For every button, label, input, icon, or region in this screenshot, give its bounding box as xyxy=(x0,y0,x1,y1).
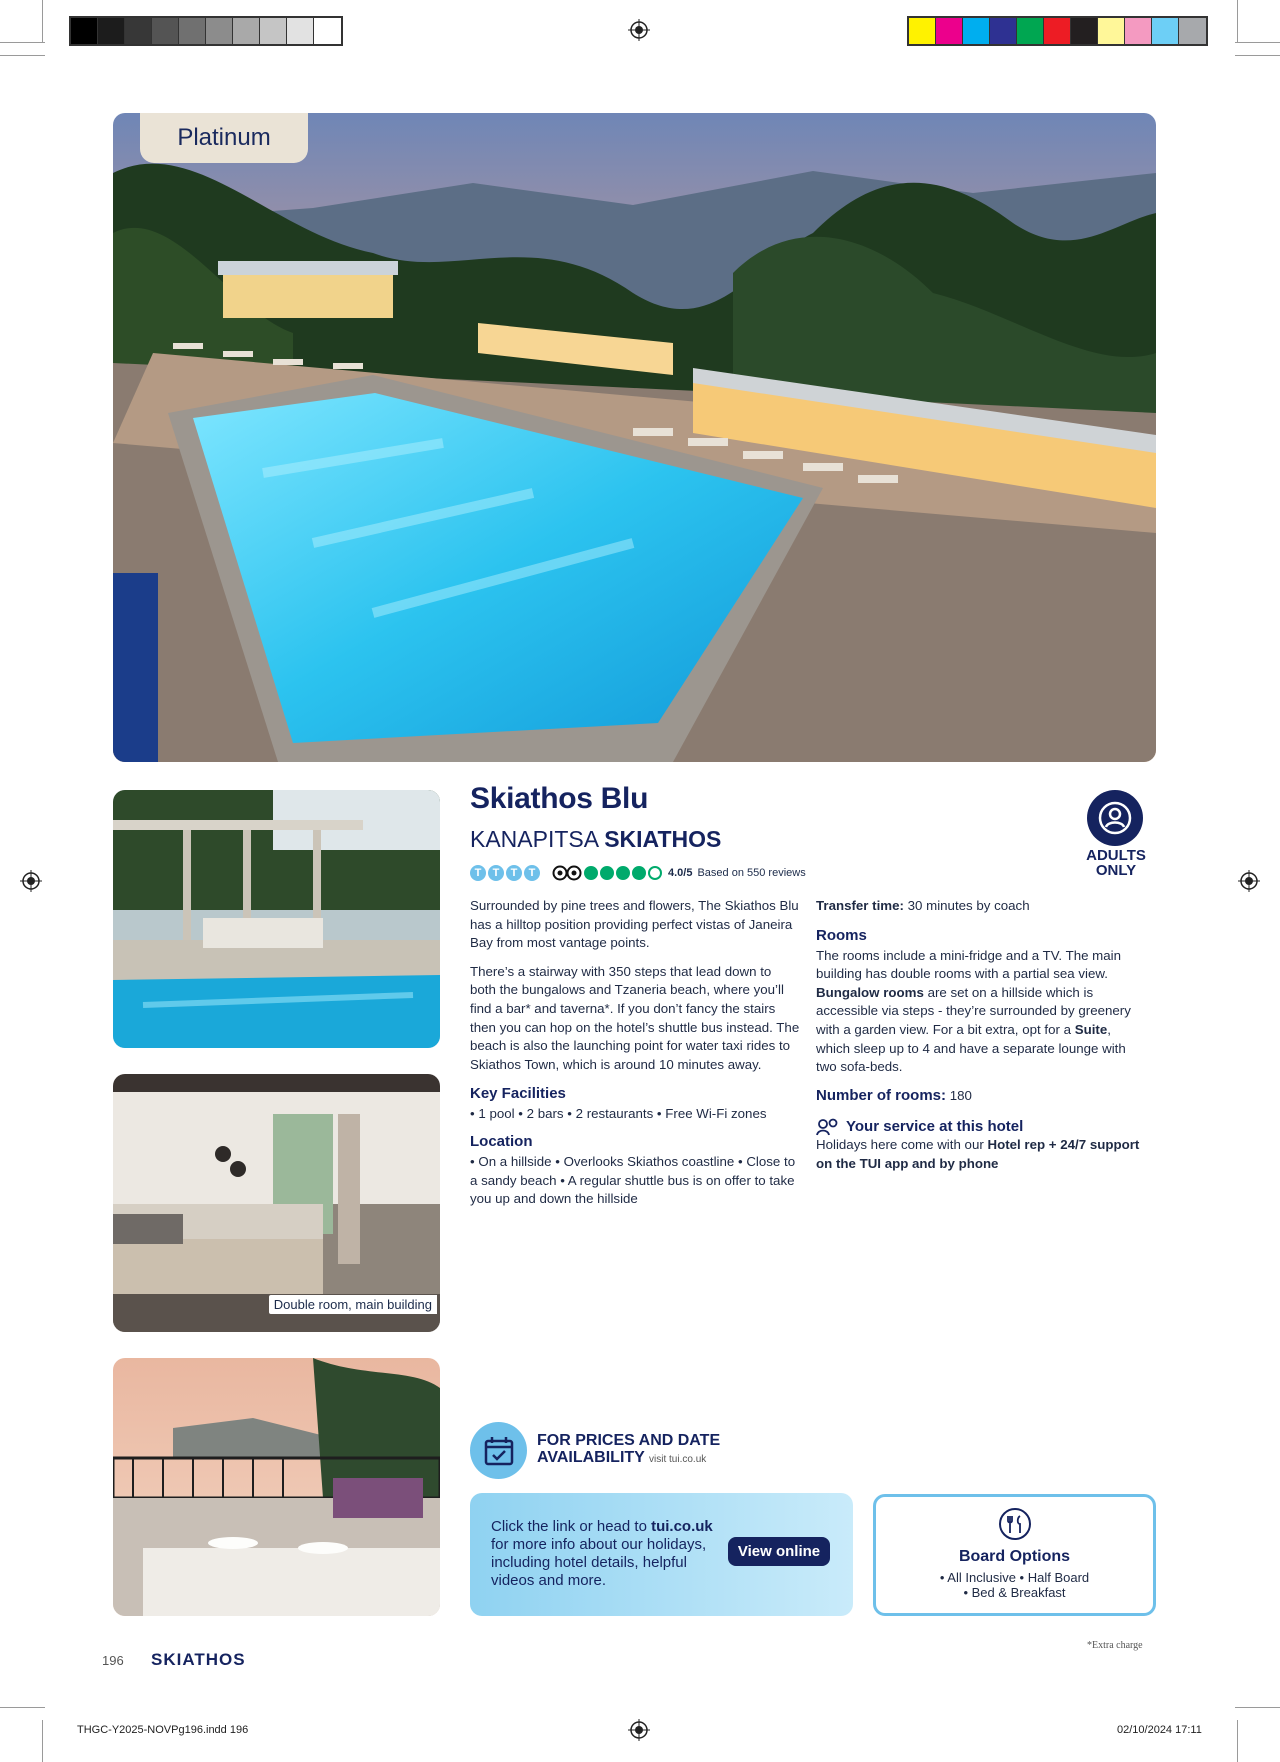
view-online-button[interactable]: View online xyxy=(728,1537,830,1566)
adult-person-icon xyxy=(1097,800,1133,836)
rating-bubble xyxy=(584,866,598,880)
hotel-location xyxy=(470,826,721,853)
color-swatch xyxy=(1098,18,1125,44)
tui-rating-dot: T xyxy=(524,865,540,881)
crop-mark xyxy=(0,42,45,43)
number-of-rooms xyxy=(816,1087,1144,1106)
visit-note: visit tui.co.uk xyxy=(649,1454,707,1465)
slug-date: 02/10/2024 17:11 xyxy=(1117,1724,1202,1736)
view-online-panel xyxy=(470,1493,853,1616)
description-column xyxy=(470,897,800,1217)
crop-mark xyxy=(1235,42,1280,43)
rooms-bungalow: Bungalow rooms xyxy=(816,984,924,1000)
num-rooms-label: Number of rooms: xyxy=(816,1086,947,1104)
rooms-section xyxy=(816,926,1144,1077)
online-text-a: Click the link or head to xyxy=(491,1518,647,1535)
color-swatch xyxy=(125,18,152,44)
color-swatch xyxy=(152,18,179,44)
board-line1: • All Inclusive • Half Board xyxy=(939,1570,1090,1585)
crop-mark xyxy=(1237,1720,1238,1762)
board-options-list xyxy=(876,1570,1153,1600)
rooms-suite: Suite xyxy=(1074,1021,1108,1037)
fork-knife-icon xyxy=(998,1507,1032,1541)
gray-color-bar xyxy=(69,16,343,46)
page-number: 196 xyxy=(102,1653,124,1668)
prices-line2: AVAILABILITY xyxy=(537,1449,645,1466)
key-facilities-list: • 1 pool • 2 bars • 2 restaurants • Free Wi-Fi zones xyxy=(470,1106,767,1122)
board-line2: • Bed & Breakfast xyxy=(963,1585,1066,1600)
color-swatch xyxy=(179,18,206,44)
color-swatch xyxy=(287,18,314,44)
key-facilities-title: Key Facilities xyxy=(470,1085,566,1103)
badge-line1: ADULTS xyxy=(1086,847,1146,864)
restaurant-terrace-photo xyxy=(113,1358,440,1616)
rooms-text xyxy=(816,947,1144,1077)
transfer-time xyxy=(816,897,1144,916)
location-list: • On a hillside • Overlooks Skiathos coastline • Close to a sandy beach • A regular shuttle bus is on offer to take you up and down the hillside xyxy=(470,1153,796,1207)
rating-bubble xyxy=(632,866,646,880)
registration-mark-icon xyxy=(20,870,42,892)
rating-bubble xyxy=(648,866,662,880)
crop-mark xyxy=(42,1720,43,1762)
color-swatch xyxy=(314,18,341,44)
details-column xyxy=(816,897,1144,1182)
rating-score: 4.0/5 xyxy=(668,867,693,879)
transfer-value: 30 minutes by coach xyxy=(907,898,1030,913)
rooms-text-c: , which sleep up to 4 and have a separate lounge with two sofa-beds. xyxy=(816,1021,1126,1075)
online-text-b: for more info about our holidays, including hotel details, helpful videos and more. xyxy=(491,1536,707,1589)
location-area: KANAPITSA xyxy=(470,826,598,852)
rooms-text-b: are set on a hillside which is accessible via steps - they’re surrounded by greenery with a garden view. For a bit extra, opt for a xyxy=(816,984,1131,1037)
color-swatch xyxy=(260,18,287,44)
adults-only-label xyxy=(1062,848,1170,878)
registration-mark-icon xyxy=(1238,870,1260,892)
photo-caption: Double room, main building xyxy=(269,1295,437,1314)
location-section xyxy=(470,1132,800,1209)
color-swatch xyxy=(936,18,963,44)
process-color-bar xyxy=(907,16,1208,46)
color-swatch xyxy=(1017,18,1044,44)
crop-mark xyxy=(1235,55,1280,56)
adults-only-badge xyxy=(1087,790,1143,846)
num-rooms-value: 180 xyxy=(949,1087,972,1103)
location-title: Location xyxy=(470,1132,533,1150)
crop-mark xyxy=(1237,0,1238,42)
service-text xyxy=(816,1136,1144,1173)
crop-mark xyxy=(42,0,43,42)
hero-pool-photo xyxy=(113,113,1156,762)
calendar-check-icon xyxy=(470,1422,527,1479)
hotel-name: Skiathos Blu xyxy=(470,782,649,815)
registration-mark-icon xyxy=(628,1719,650,1741)
service-title: Your service at this hotel xyxy=(846,1118,1024,1136)
tripadvisor-owl-icon xyxy=(552,865,582,881)
tripadvisor-bubbles xyxy=(584,866,662,880)
color-swatch xyxy=(1044,18,1071,44)
badge-line2: ONLY xyxy=(1095,862,1137,879)
stairway-paragraph: There’s a stairway with 350 steps that lead down to both the bungalows and Tzaneria beach, where you’ll find a bar* and taverna*. If you don’t fancy the stairs then you can hop on the hotel’s shuttle bus instead. The beach is also the launching point for water taxi rides to Skiathos Town, which is around 10 minutes away. xyxy=(470,963,800,1072)
service-text-b: Hotel rep + 24/7 support on the TUI app and by phone xyxy=(816,1137,1140,1171)
rep-people-icon xyxy=(816,1118,840,1136)
footer-region: SKIATHOS xyxy=(151,1650,246,1669)
intro-paragraph: Surrounded by pine trees and flowers, The Skiathos Blu has a hilltop position providing perfect vistas of Janeira Bay from most vantage points. xyxy=(470,898,799,951)
color-swatch xyxy=(1179,18,1206,44)
double-room-photo xyxy=(113,1074,440,1332)
color-swatch xyxy=(233,18,260,44)
rating-bubble xyxy=(600,866,614,880)
crop-mark xyxy=(0,1707,45,1708)
crop-mark xyxy=(0,55,45,56)
rating-row xyxy=(470,864,806,882)
board-options-title: Board Options xyxy=(958,1548,1071,1565)
color-swatch xyxy=(1152,18,1179,44)
color-swatch xyxy=(909,18,936,44)
color-swatch xyxy=(963,18,990,44)
online-site-link[interactable]: tui.co.uk xyxy=(651,1518,713,1535)
rating-reviews: Based on 550 reviews xyxy=(697,867,806,879)
tui-rating-dot: T xyxy=(470,865,486,881)
transfer-label: Transfer time: xyxy=(816,898,904,913)
service-text-a: Holidays here come with our xyxy=(816,1137,984,1153)
online-text xyxy=(491,1518,721,1590)
key-facilities xyxy=(470,1084,800,1124)
color-swatch xyxy=(206,18,233,44)
registration-mark-icon xyxy=(628,19,650,41)
color-swatch xyxy=(98,18,125,44)
rooms-title: Rooms xyxy=(816,926,867,944)
prices-line1: FOR PRICES AND DATE xyxy=(537,1432,721,1449)
color-swatch xyxy=(1071,18,1098,44)
color-swatch xyxy=(1125,18,1152,44)
rating-bubble xyxy=(616,866,630,880)
crop-mark xyxy=(1235,1707,1280,1708)
tui-rating-dot: T xyxy=(506,865,522,881)
color-swatch xyxy=(990,18,1017,44)
tui-rating-dot: T xyxy=(488,865,504,881)
location-region: SKIATHOS xyxy=(604,826,722,852)
rooms-text-a: The rooms include a mini-fridge and a TV. The main building has double rooms with a partial sea view. xyxy=(816,947,1122,982)
extra-charge-footnote: *Extra charge xyxy=(1087,1640,1143,1651)
terrace-pergola-photo xyxy=(113,790,440,1048)
service-section xyxy=(816,1117,1144,1173)
slug-filename: THGC-Y2025-NOVPg196.indd 196 xyxy=(77,1724,249,1736)
tier-tag-platinum: Platinum xyxy=(140,113,308,163)
prices-availability-heading xyxy=(537,1432,720,1468)
color-swatch xyxy=(71,18,98,44)
board-options-panel xyxy=(873,1494,1156,1616)
